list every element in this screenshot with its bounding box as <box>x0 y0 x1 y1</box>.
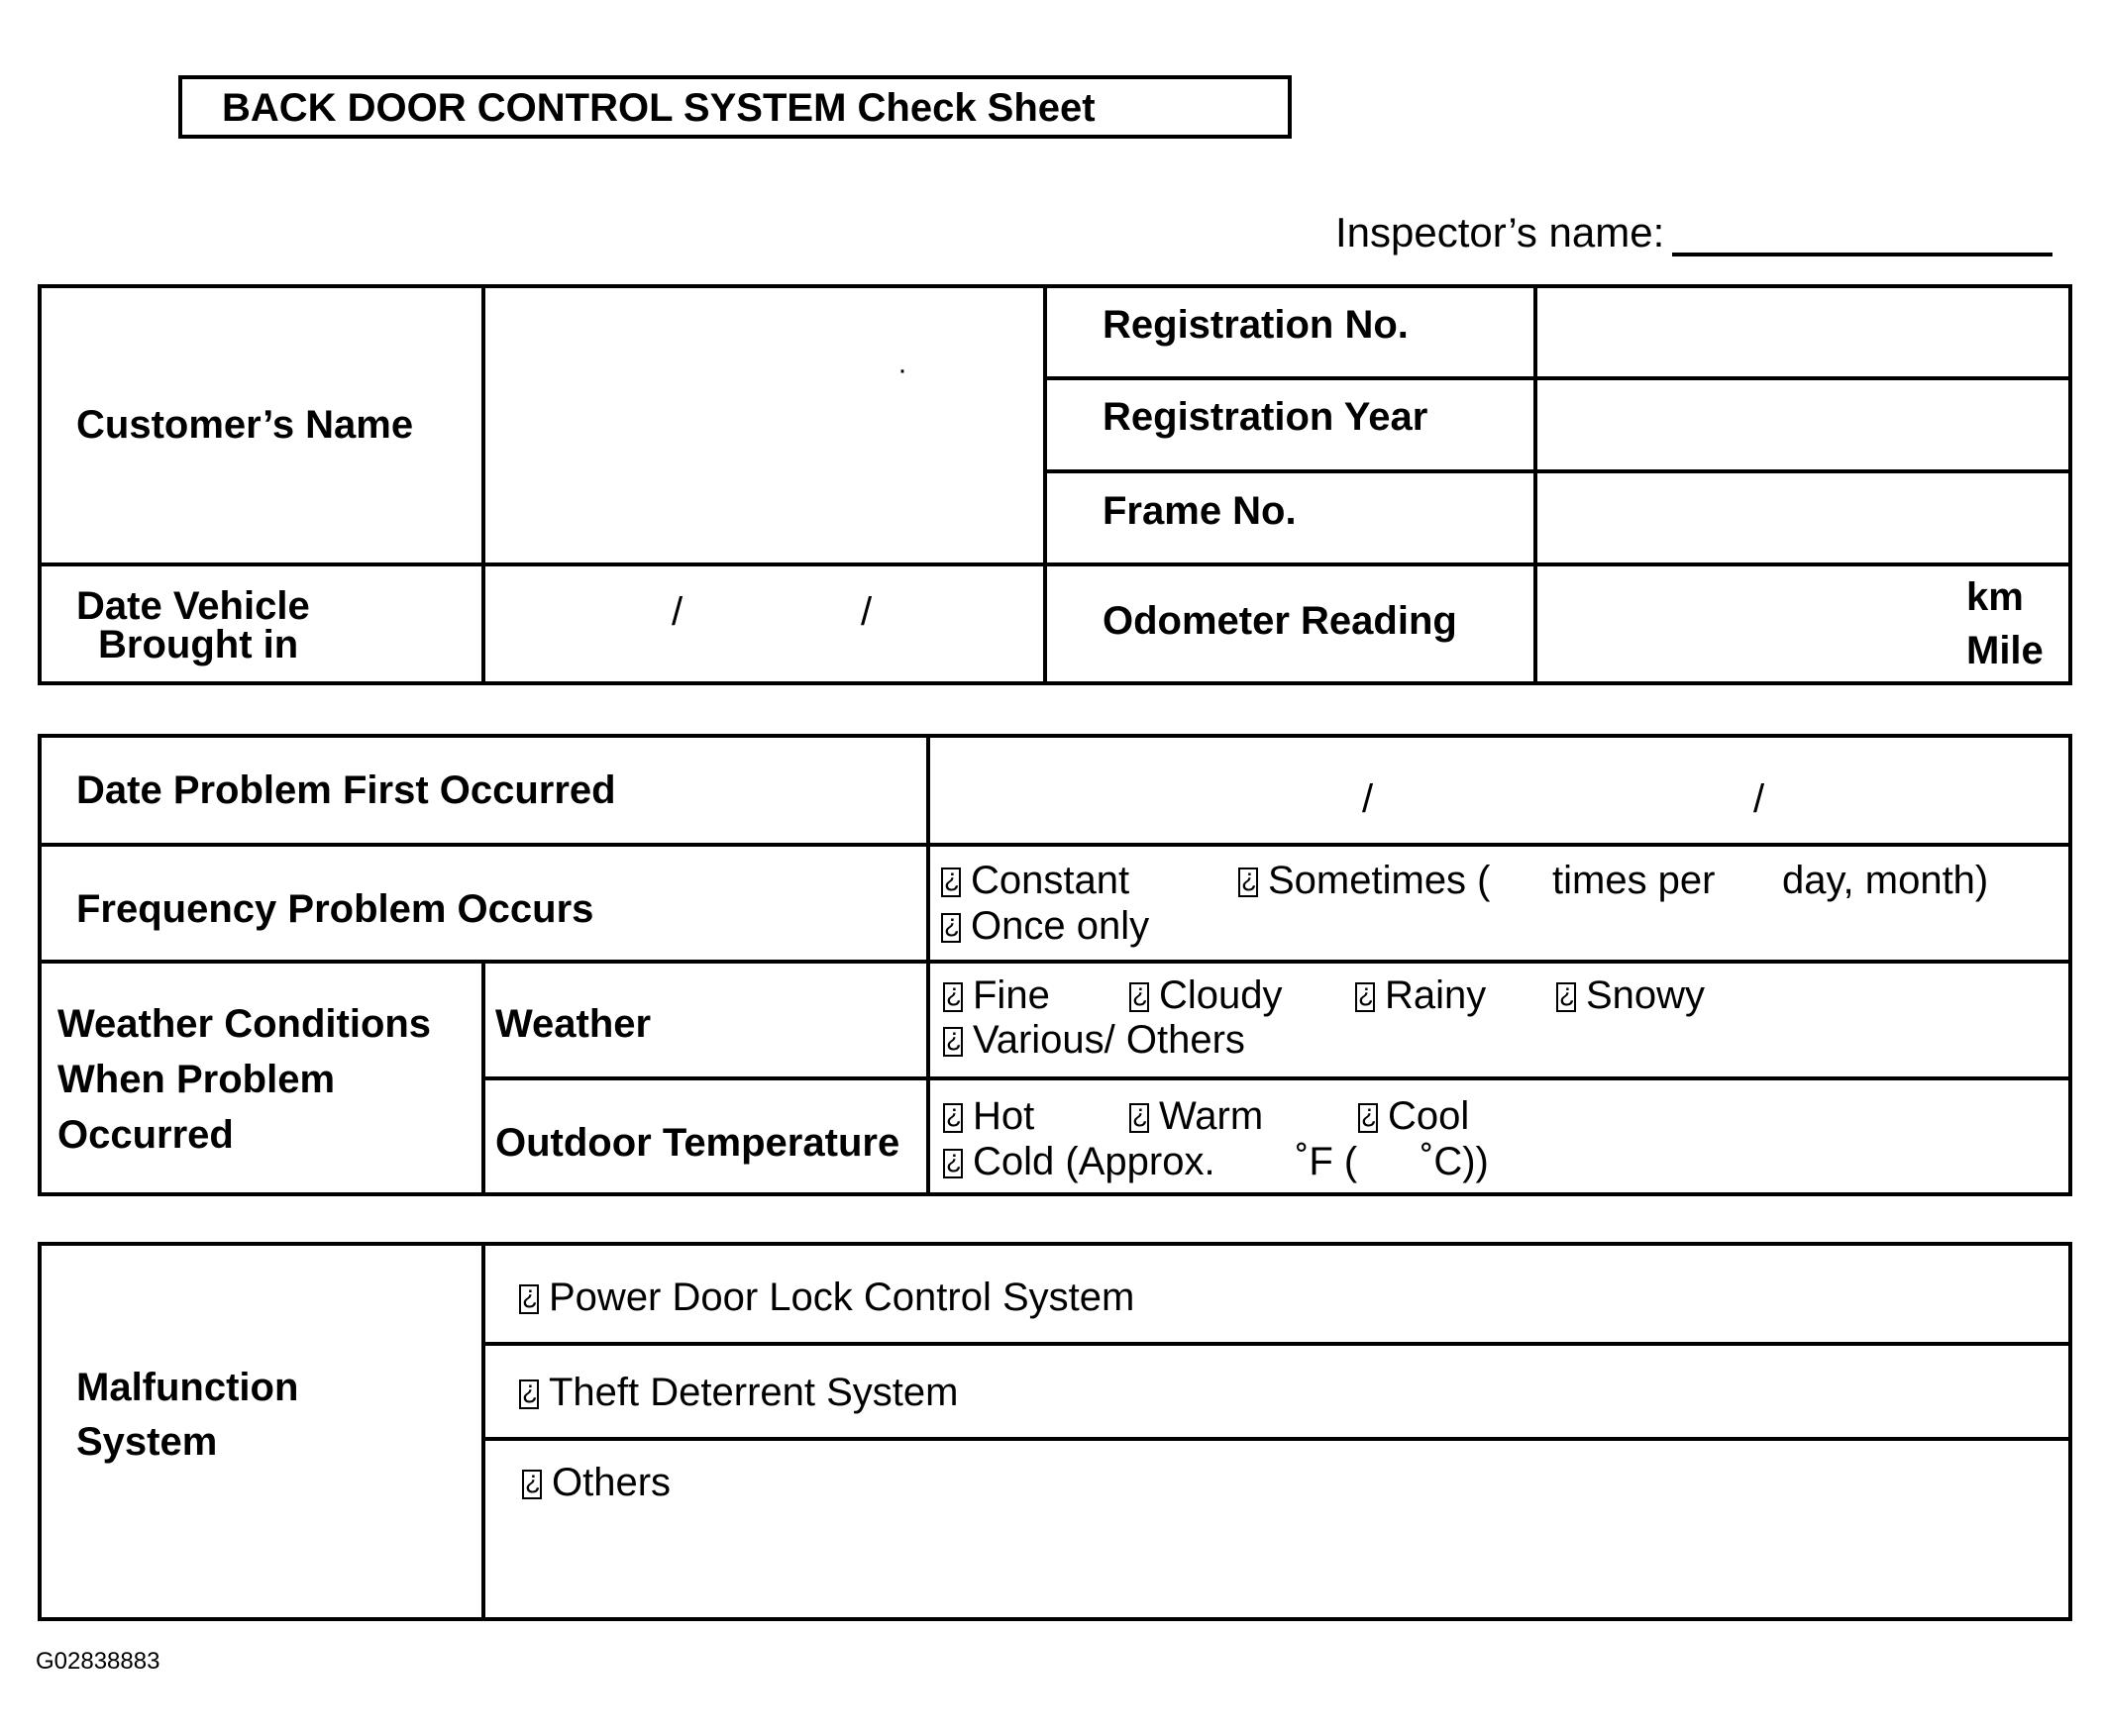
date-brought-in-label-2: Brought in <box>98 623 299 666</box>
inspector-label: Inspector’s name: <box>1335 209 1665 255</box>
freq-times-per: times per <box>1552 859 1716 902</box>
weather-conditions-label-3: Occurred <box>57 1113 234 1157</box>
unit-mile: Mile <box>1966 629 2044 672</box>
customer-dot: · <box>897 354 907 386</box>
registration-no-label: Registration No. <box>1103 303 1409 347</box>
checkbox-icon[interactable] <box>1129 982 1149 1012</box>
divider <box>481 1076 2072 1080</box>
inspector-name-field[interactable] <box>1672 253 2052 256</box>
customer-name-field[interactable] <box>485 288 1039 559</box>
checkbox-icon[interactable] <box>522 1470 542 1499</box>
weather-fine-option[interactable]: ¿Fine <box>943 972 1050 1018</box>
frame-no-field[interactable] <box>1537 473 2068 561</box>
date-first-slash-1: / <box>1362 777 1374 821</box>
checkbox-icon[interactable] <box>519 1379 539 1409</box>
figure-code: G02838883 <box>36 1648 160 1675</box>
date-brought-in-label-1: Date Vehicle <box>76 584 310 628</box>
freq-constant-option[interactable]: ¿Constant <box>941 858 1129 903</box>
date-slash-2: / <box>861 590 873 634</box>
weather-label: Weather <box>495 1002 652 1046</box>
freq-once-only-option[interactable]: ¿Once only <box>941 903 1149 949</box>
page-title: BACK DOOR CONTROL SYSTEM Check Sheet <box>222 86 1096 130</box>
freq-sometimes-option[interactable]: ¿ Sometimes ( <box>1238 858 1491 903</box>
divider <box>38 960 2072 964</box>
divider <box>481 1242 485 1621</box>
date-first-occurred-label: Date Problem First Occurred <box>76 768 616 812</box>
temp-cool-option[interactable]: ¿ Cool <box>1358 1093 1469 1139</box>
divider <box>38 843 2072 847</box>
malfunction-label-2: System <box>76 1420 218 1464</box>
checkbox-icon[interactable] <box>1238 868 1258 897</box>
checkbox-icon[interactable] <box>943 982 963 1012</box>
registration-year-field[interactable] <box>1537 380 2068 467</box>
weather-conditions-label-1: Weather Conditions <box>57 1002 432 1046</box>
temp-celsius: ˚C)) <box>1420 1140 1489 1183</box>
power-door-lock-option[interactable]: ¿Power Door Lock Control System <box>519 1275 1134 1320</box>
customers-name-label: Customer’s Name <box>76 403 414 447</box>
date-first-occurred-field[interactable] <box>930 738 2068 841</box>
unit-km: km <box>1966 575 2024 619</box>
date-brought-in-field[interactable] <box>485 566 1039 681</box>
temp-warm-option[interactable]: ¿ Warm <box>1129 1093 1263 1139</box>
divider <box>481 1342 2072 1346</box>
others-option[interactable]: ¿Others <box>522 1460 671 1505</box>
checkbox-icon[interactable] <box>941 868 961 897</box>
checkbox-icon[interactable] <box>943 1027 963 1057</box>
checkbox-icon[interactable] <box>1129 1103 1149 1133</box>
checkbox-icon[interactable] <box>1358 1103 1378 1133</box>
weather-rainy-option[interactable]: ¿ Rainy <box>1355 972 1486 1018</box>
freq-day-month: day, month) <box>1782 859 1989 902</box>
checkbox-icon[interactable] <box>1556 982 1576 1012</box>
weather-snowy-option[interactable]: ¿ Snowy <box>1556 972 1705 1018</box>
date-slash-1: / <box>672 590 684 634</box>
registration-year-label: Registration Year <box>1103 395 1428 439</box>
registration-no-field[interactable] <box>1537 288 2068 374</box>
weather-various-option[interactable]: ¿Various/ Others <box>943 1017 1245 1063</box>
checkbox-icon[interactable] <box>943 1149 963 1178</box>
odometer-label: Odometer Reading <box>1103 599 1457 643</box>
checkbox-icon[interactable] <box>943 1103 963 1133</box>
divider <box>1043 284 1047 685</box>
date-first-slash-2: / <box>1753 777 1765 821</box>
checkbox-icon[interactable] <box>519 1284 539 1314</box>
temp-cold-option[interactable]: ¿Cold (Approx. <box>943 1139 1215 1184</box>
frame-no-label: Frame No. <box>1103 489 1297 533</box>
temp-fahrenheit: ˚F ( <box>1296 1140 1358 1183</box>
temp-hot-option[interactable]: ¿Hot <box>943 1093 1034 1139</box>
frequency-label: Frequency Problem Occurs <box>76 887 594 931</box>
weather-conditions-label-2: When Problem <box>57 1058 336 1101</box>
malfunction-label-1: Malfunction <box>76 1366 299 1409</box>
odometer-field[interactable] <box>1537 566 1953 681</box>
weather-cloudy-option[interactable]: ¿ Cloudy <box>1129 972 1283 1018</box>
theft-deterrent-option[interactable]: ¿Theft Deterrent System <box>519 1370 958 1415</box>
outdoor-temperature-label: Outdoor Temperature <box>495 1121 900 1165</box>
checkbox-icon[interactable] <box>1355 982 1375 1012</box>
checkbox-icon[interactable] <box>941 913 961 943</box>
divider <box>481 1437 2072 1441</box>
